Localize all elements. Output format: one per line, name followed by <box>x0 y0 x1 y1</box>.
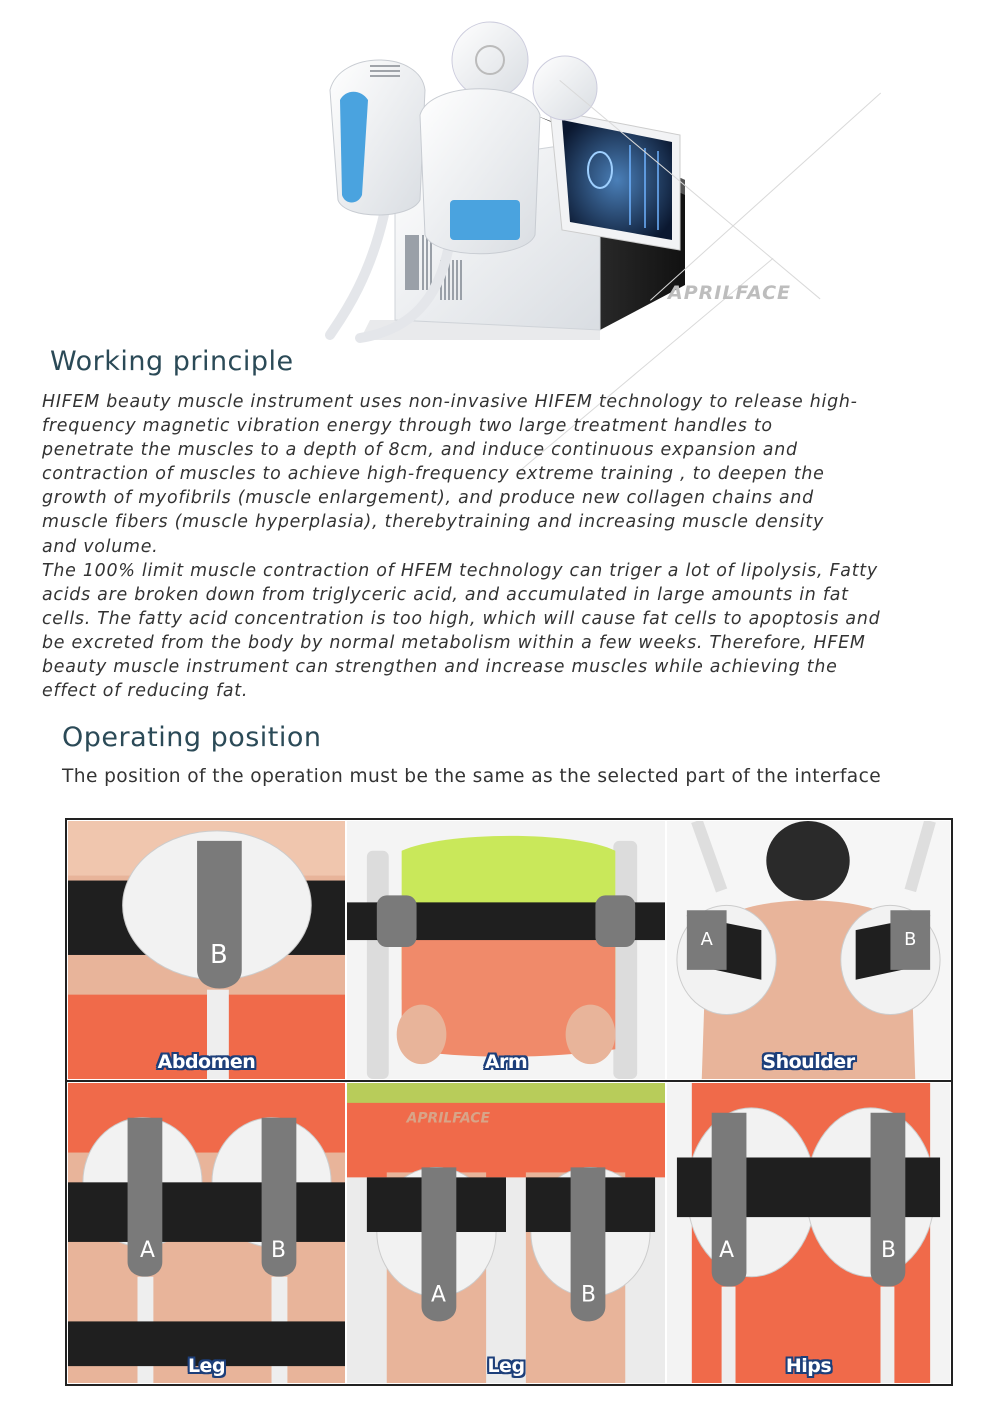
handle-letter: B <box>210 939 228 970</box>
arm-illustration <box>347 821 665 1079</box>
paragraph-line: penetrate the muscles to a depth of 8cm, and induce continuous expansion and <box>42 440 798 461</box>
handle-letter: A <box>430 1282 446 1308</box>
abdomen-illustration <box>68 821 345 1079</box>
paragraph-line: be excreted from the body by normal metabolism within a few weeks. Therefore, HFEM <box>42 632 866 653</box>
leg-back-illustration <box>68 1083 345 1383</box>
caption-leg: Leg <box>487 1355 525 1377</box>
treatment-photo-grid <box>65 818 953 1386</box>
operating-position-heading: Operating position <box>62 722 322 753</box>
paragraph-line: and volume. <box>42 536 159 557</box>
handle-letter: B <box>580 1282 596 1308</box>
photo-leg-front <box>346 1082 666 1384</box>
handle-letter: A <box>139 1237 155 1263</box>
working-principle-heading: Working principle <box>50 346 294 377</box>
product-image <box>300 20 720 350</box>
photo-hips <box>666 1082 951 1384</box>
handle-letter: A <box>719 1237 735 1263</box>
hips-illustration <box>667 1083 950 1383</box>
handle-letter: B <box>880 1237 896 1263</box>
photo-watermark: APRILFACE <box>406 1110 490 1127</box>
handle-letter: B <box>904 929 917 951</box>
caption-leg: Leg <box>187 1355 226 1377</box>
paragraph-line: frequency magnetic vibration energy through two large treatment handles to <box>42 416 773 437</box>
leg-front-illustration <box>347 1083 665 1383</box>
caption-hips: Hips <box>785 1355 832 1377</box>
caption-abdomen: Abdomen <box>157 1051 256 1073</box>
paragraph-line: HIFEM beauty muscle instrument uses non-invasive HIFEM technology to release high- <box>42 392 858 412</box>
handle-letter: B <box>270 1237 286 1263</box>
photo-arm <box>346 820 666 1080</box>
paragraph-line: contraction of muscles to achieve high-frequency extreme training , to deepen the <box>42 464 825 485</box>
photo-leg-back <box>67 1082 346 1384</box>
paragraph-line: growth of myofibrils (muscle enlargement), and produce new collagen chains and <box>42 488 814 509</box>
photo-shoulder <box>666 820 951 1080</box>
paragraph-line: acids are broken down from triglyceric acid, and accumulated in large amounts in fat <box>42 584 849 605</box>
operating-position-subtitle: The position of the operation must be the same as the selected part of the interface <box>62 766 882 787</box>
paragraph-line: beauty muscle instrument can strengthen and increase muscles while achieving the <box>42 657 838 678</box>
working-principle-text <box>42 390 982 703</box>
brand-watermark: APRILFACE <box>668 282 792 304</box>
photo-abdomen <box>67 820 346 1080</box>
shoulder-illustration <box>667 821 950 1079</box>
paragraph-line: cells. The fatty acid concentration is too high, which will cause fat cells to apoptosis and <box>42 608 881 629</box>
handle-letter: A <box>700 929 713 951</box>
caption-arm: Arm <box>484 1051 528 1073</box>
paragraph-line: The 100% limit muscle contraction of HFEM technology can triger a lot of lipolysis, Fatty <box>42 560 878 581</box>
paragraph-line: effect of reducing fat. <box>42 681 249 702</box>
paragraph-line: muscle fibers (muscle hyperplasia), therebytraining and increasing muscle density <box>42 512 825 533</box>
hifem-machine-illustration <box>300 20 720 350</box>
caption-shoulder: Shoulder <box>762 1051 855 1073</box>
